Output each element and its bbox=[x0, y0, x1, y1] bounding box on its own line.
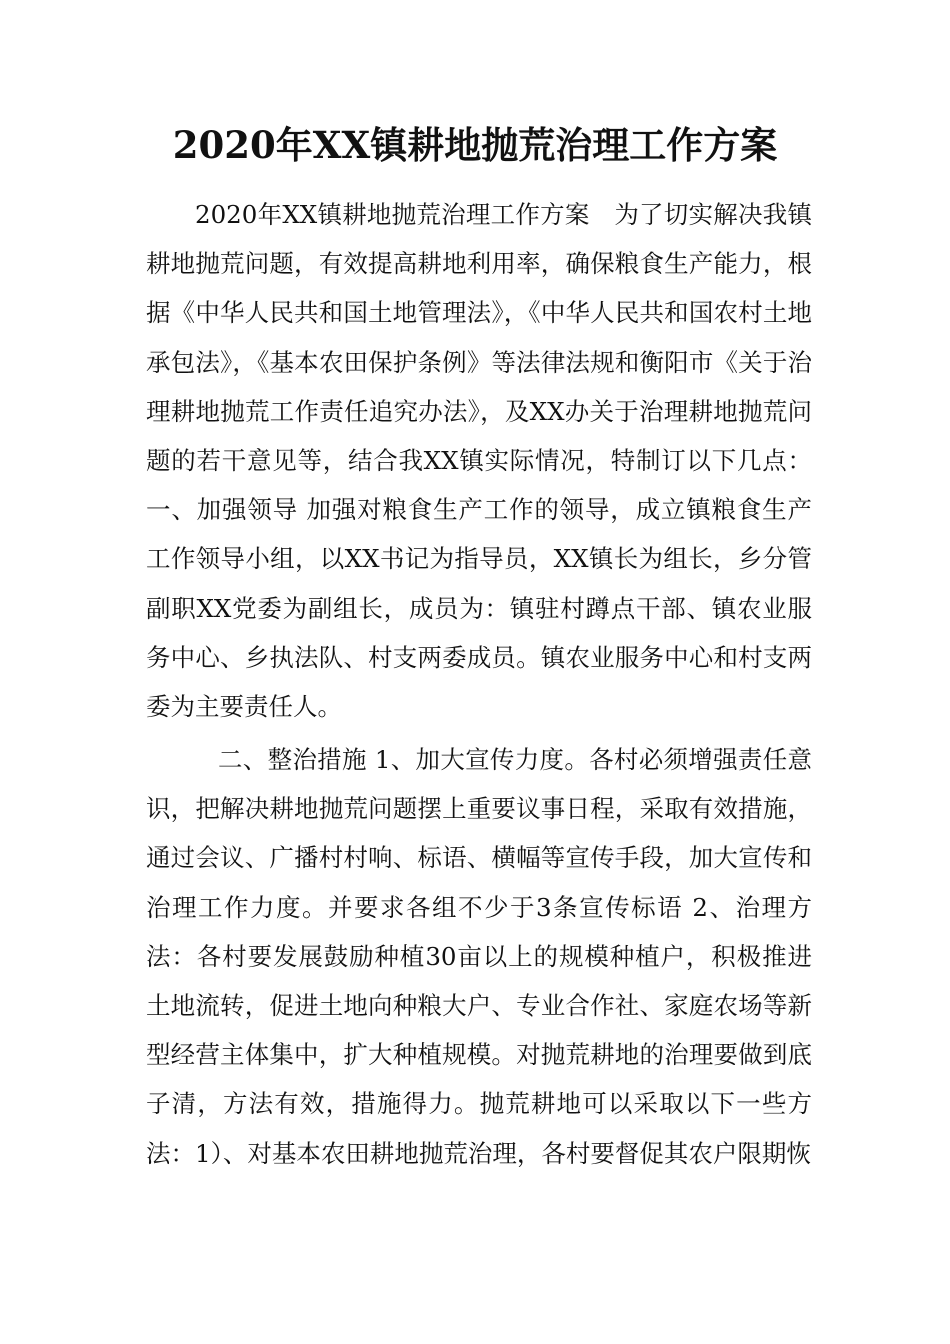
document-title: 2020年XX镇耕地抛荒治理工作方案 bbox=[172, 123, 778, 167]
paragraph-1: 2020年XX镇耕地抛荒治理工作方案 为了切实解决我镇耕地抛荒问题，有效提高耕地利用率，确保粮食生产能力，根据《中华人民共和国土地管理法》，《中华人民共和国农村土地承包法》，《基本农田保护条例》等法律法规和衡阳市《关于治理耕地抛荒工作责任追究办法》，及XX办关于治理耕地抛荒问题的若干意见等，结合我XX镇实际情况，特制订以下几点：一、加强领导 加强对粮食生产工作的领导，成立镇粮食生产工作领导小组，以XX书记为指导员，XX镇长为组长，乡分管副职XX党委为副组长，成员为：镇驻村蹲点干部、镇农业服务中心、乡执法队、村支两委成员。镇农业服务中心和村支两委为主要责任人。 bbox=[146, 200, 812, 722]
paragraph-2: 二、整治措施 1、加大宣传力度。各村必须增强责任意识，把解决耕地抛荒问题摆上重要议事日程，采取有效措施，通过会议、广播村村响、标语、横幅等宣传手段，加大宣传和治理工作力度。并要求各组不少于3条宣传标语 2、治理方法：各村要发展鼓励种植30亩以上的规模种植户，积极推进土地流转，促进土地向种粮大户、专业合作社、家庭农场等新型经营主体集中，扩大种植规模。对抛荒耕地的治理要做到底子清，方法有效，措施得力。抛荒耕地可以采取以下一些方法：1）、对基本农田耕地抛荒治理，各村要督促其农户限期恢 bbox=[146, 745, 812, 1168]
